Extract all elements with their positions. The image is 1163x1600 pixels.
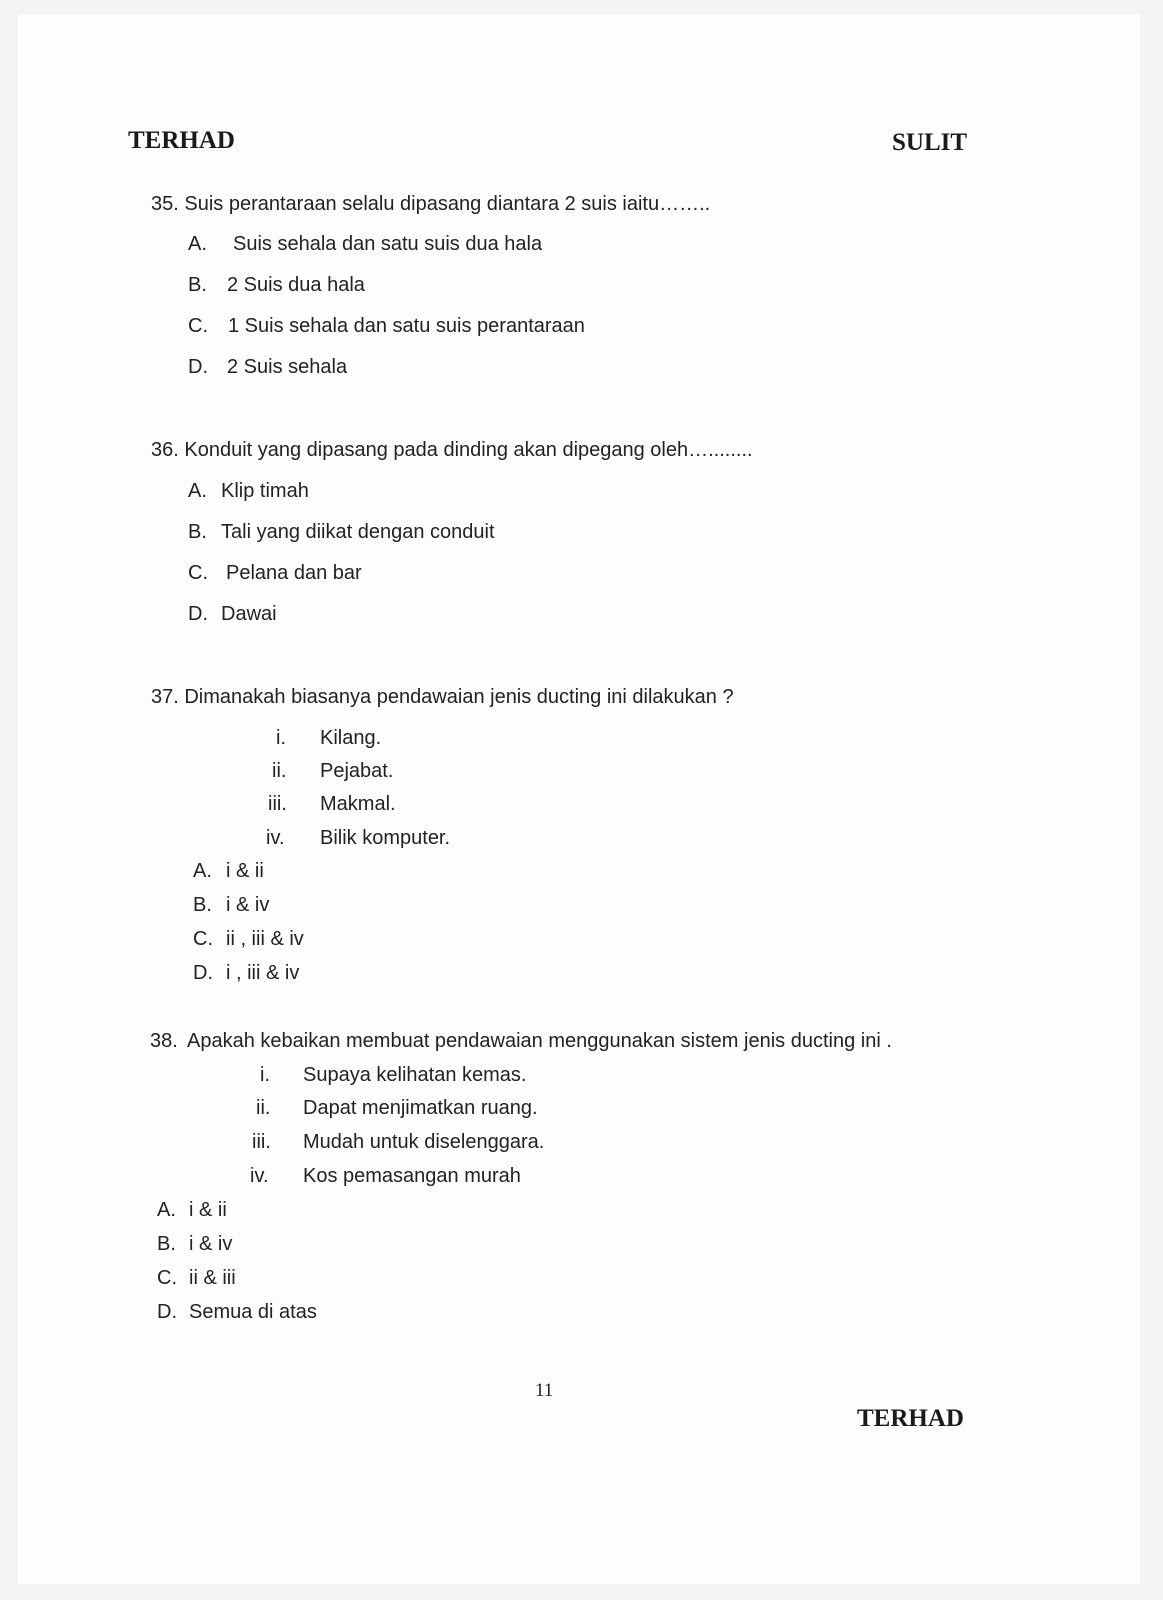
- option-letter: C.: [157, 1267, 177, 1289]
- header-classification-right: SULIT: [892, 129, 968, 156]
- option-letter: D.: [193, 962, 213, 984]
- item-text: Kos pemasangan murah: [303, 1165, 521, 1187]
- item-numeral: ii.: [256, 1097, 271, 1119]
- option-letter: C.: [193, 928, 213, 950]
- item-text: Kilang.: [320, 727, 382, 749]
- option-text: Tali yang diikat dengan conduit: [221, 521, 495, 543]
- option-text: i & ii: [189, 1199, 227, 1221]
- question-38-number: 38.: [150, 1030, 178, 1052]
- header-classification-left: TERHAD: [128, 127, 235, 154]
- option-letter: B.: [157, 1233, 176, 1255]
- option-text: i & iv: [189, 1233, 233, 1255]
- option-text: Pelana dan bar: [226, 562, 362, 584]
- option-text: 2 Suis dua hala: [227, 274, 365, 296]
- option-text: ii , iii & iv: [226, 928, 304, 950]
- question-38-text: Apakah kebaikan membuat pendawaian menggunakan sistem jenis ducting ini .: [187, 1030, 892, 1052]
- item-numeral: iii.: [268, 793, 287, 815]
- item-numeral: i.: [276, 727, 286, 749]
- question-35-text: 35. Suis perantaraan selalu dipasang diantara 2 suis iaitu……..: [151, 193, 711, 215]
- option-text: i & iv: [226, 894, 270, 916]
- option-text: Klip timah: [221, 480, 309, 502]
- question-36-text: 36. Konduit yang dipasang pada dinding akan dipegang oleh…........: [151, 439, 753, 461]
- option-letter: C.: [188, 562, 208, 584]
- item-text: Makmal.: [320, 793, 396, 815]
- option-letter: B.: [188, 521, 207, 543]
- item-text: Mudah untuk diselenggara.: [303, 1131, 545, 1153]
- option-letter: D.: [188, 356, 208, 378]
- option-letter: D.: [157, 1301, 177, 1323]
- option-text: i , iii & iv: [226, 962, 300, 984]
- option-letter: A.: [193, 860, 212, 882]
- item-text: Supaya kelihatan kemas.: [303, 1064, 527, 1086]
- item-text: Dapat menjimatkan ruang.: [303, 1097, 538, 1119]
- option-text: ii & iii: [189, 1267, 236, 1289]
- item-numeral: iv.: [250, 1165, 269, 1187]
- option-text: 2 Suis sehala: [227, 356, 348, 378]
- option-letter: A.: [188, 233, 207, 255]
- page-number: 11: [535, 1380, 554, 1401]
- option-text: Semua di atas: [189, 1301, 317, 1323]
- option-letter: B.: [188, 274, 207, 296]
- item-numeral: iv.: [266, 827, 285, 849]
- option-letter: D.: [188, 603, 208, 625]
- question-37-text: 37. Dimanakah biasanya pendawaian jenis ducting ini dilakukan ?: [151, 686, 734, 708]
- option-letter: A.: [157, 1199, 176, 1221]
- option-text: Suis sehala dan satu suis dua hala: [233, 233, 543, 255]
- item-text: Pejabat.: [320, 760, 394, 782]
- option-text: Dawai: [221, 603, 277, 625]
- option-text: i & ii: [226, 860, 264, 882]
- option-letter: A.: [188, 480, 207, 502]
- item-numeral: iii.: [252, 1131, 271, 1153]
- item-numeral: i.: [260, 1064, 270, 1086]
- item-text: Bilik komputer.: [320, 827, 451, 849]
- option-letter: C.: [188, 315, 208, 337]
- exam-page: [18, 14, 1140, 1584]
- option-letter: B.: [193, 894, 212, 916]
- option-text: 1 Suis sehala dan satu suis perantaraan: [228, 315, 585, 337]
- item-numeral: ii.: [272, 760, 287, 782]
- footer-classification: TERHAD: [857, 1405, 964, 1432]
